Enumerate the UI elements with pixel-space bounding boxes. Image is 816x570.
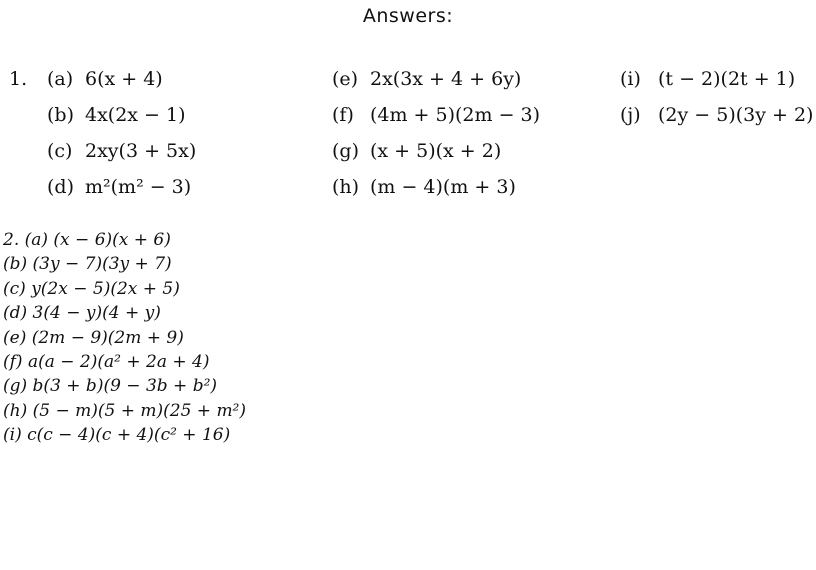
answer-2f: (f) a(a − 2)(a² + 2a + 4) <box>3 351 210 372</box>
answer-1h <box>332 176 540 212</box>
q1-column-1 <box>47 68 196 212</box>
answer-2c: (c) y(2x − 5)(2x + 5) <box>3 278 180 299</box>
answer-expression: (t − 2)(2t + 1) <box>658 68 796 90</box>
q1-column-2 <box>332 68 540 212</box>
answer-expression: (4m + 5)(2m − 3) <box>370 104 541 126</box>
answer-2g: (g) b(3 + b)(9 − 3b + b²) <box>3 376 218 397</box>
answer-1i <box>620 68 813 104</box>
answer-1c <box>47 140 196 176</box>
answer-label: (f) <box>332 104 354 126</box>
answer-label: (j) <box>620 104 641 126</box>
answer-label: (h) <box>332 176 360 198</box>
answer-expression: (2y − 5)(3y + 2) <box>658 104 814 126</box>
answer-label: (g) <box>332 140 359 162</box>
q1-column-3 <box>620 68 813 140</box>
answer-label: (b) <box>47 104 74 126</box>
answer-label: (i) <box>620 68 641 90</box>
answer-label: (a) <box>47 68 74 90</box>
answer-1a <box>47 68 196 104</box>
answer-label: (e) <box>332 68 359 90</box>
page-title: Answers: <box>362 5 454 27</box>
answer-1f <box>332 104 540 140</box>
answer-expression: (m − 4)(m + 3) <box>370 176 516 198</box>
question-2-answers <box>3 230 246 450</box>
answer-2b: (b) (3y − 7)(3y + 7) <box>3 254 172 275</box>
answer-expression: 4x(2x − 1) <box>85 104 186 126</box>
answer-label: (d) <box>47 176 74 198</box>
answer-expression: m²(m² − 3) <box>85 176 192 198</box>
answer-1g <box>332 140 540 176</box>
answer-1e <box>332 68 540 104</box>
answer-expression: 2xy(3 + 5x) <box>85 140 197 162</box>
answer-expression: 6(x + 4) <box>85 68 163 90</box>
answer-1b <box>47 104 196 140</box>
answer-2h: (h) (5 − m)(5 + m)(25 + m²) <box>3 400 247 421</box>
answer-1j <box>620 104 813 140</box>
answer-label: (c) <box>47 140 73 162</box>
answer-2a: 2. (a) (x − 6)(x + 6) <box>3 230 171 250</box>
answer-2e: (e) (2m − 9)(2m + 9) <box>3 327 184 348</box>
answer-expression: (x + 5)(x + 2) <box>370 140 502 162</box>
answer-expression: 2x(3x + 4 + 6y) <box>370 68 522 90</box>
answer-1d <box>47 176 196 212</box>
answer-2d: (d) 3(4 − y)(4 + y) <box>3 303 161 324</box>
question-1-number: 1. <box>9 68 28 90</box>
answer-2i: (i) c(c − 4)(c + 4)(c² + 16) <box>3 425 231 446</box>
